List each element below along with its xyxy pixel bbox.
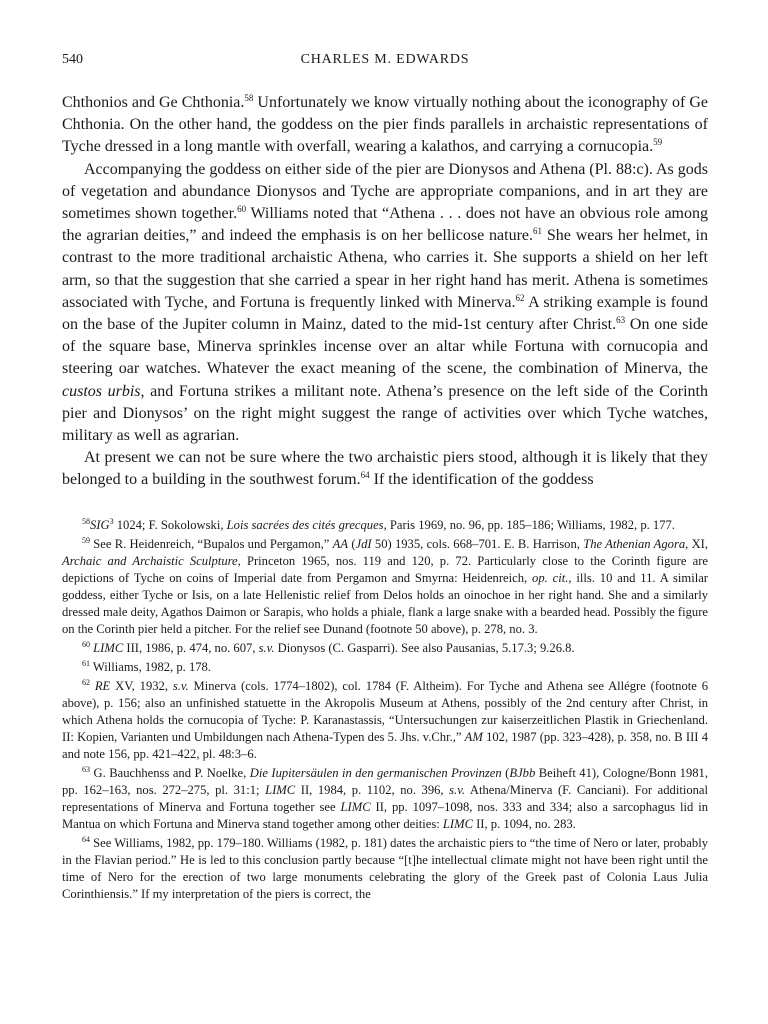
footnote-number: 59 (82, 535, 90, 545)
text-run: II, pp. 1097–1098, nos. 333 and 334; also a sarcophagus lid in Mantua on which Fortuna and Minerva stand together among other deities: (62, 799, 708, 831)
footnote-number: 62 (82, 677, 90, 687)
italic-term: BJbb (509, 765, 536, 780)
text-run: Accompanying the goddess on either side of the pier are Dionysos and Athena (Pl. 88:c). As gods of vegetation and abundance Dionysos and Tyche are appropriate companions, and in art they are sometimes shown together. (62, 160, 708, 223)
footnote-61 (62, 659, 708, 676)
text-run: , Princeton 1965, nos. 119 and 120, p. 72. Particularly close to the Corinth figure are depictions of Tyche on coins of Imperial date from Pergamon and Smyrna: Heidenreich, (62, 553, 708, 585)
text-run: Minerva (cols. 1774–1802), col. 1784 (F. Altheim). For Tyche and Athena see Allégre (footnote 6 above), p. 156; also an unfinished statuette in the Akropolis Museum at Athens, possibly of the 2nd century after Christ, in which Athena holds the cornucopia of Tyche: P. Karanastassis, “Untersuchungen zur kaiserzeitlichen Plastik in Griechenland. II: Kopien, Varianten und Umbildungen nach Athena-Typen des 5. Jhs. v.Chr.,” (62, 678, 708, 744)
italic-term: Lois sacrées des cités grecques (226, 517, 384, 532)
footnote-ref-58[interactable]: 58 (244, 93, 254, 103)
text-run: , Paris 1969, no. 96, pp. 185–186; Williams, 1982, p. 177. (383, 517, 675, 532)
text-run: See R. Heidenreich, “Bupalos und Pergamon,” (90, 536, 333, 551)
footnote-58 (62, 517, 708, 534)
footnote-60 (62, 640, 708, 657)
italic-term: AA (332, 536, 349, 551)
italic-term: SIG (90, 517, 110, 532)
italic-term: Die Iupitersäulen in den germanischen Provinzen (249, 765, 502, 780)
footnote-number: 61 (82, 658, 90, 668)
footnote-63 (62, 765, 708, 833)
text-run: Beiheft 41), Cologne/Bonn 1981, pp. 162–163, nos. 272–275, pl. 31:1; (62, 765, 709, 797)
italic-term: LIMC (340, 799, 371, 814)
body-text (62, 92, 708, 492)
text-run: Chthonios and Ge Chthonia. (62, 94, 245, 111)
page-header (62, 52, 708, 76)
footnotes (62, 517, 708, 903)
footnote-number: 63 (82, 764, 90, 774)
text-run: , ills. 10 and 11. A similar goddess, either Tyche or Isis, on a late Hellenistic relief from Delos holds an oinochoe in her right hand. She and a similarly dressed male deity, Agathos Daimon or Sarapis, who holds a phiale, flank a large snake with a bearded head. Possibly the figure on the Corinth pier held a pitcher. For the relief see Dunand (footnote 50 above), p. 278, no. 3. (62, 570, 708, 636)
italic-term: Archaic and Archaistic Sculpture (62, 553, 238, 568)
text-run: Unfortunately we know virtually nothing about the iconography of Ge Chthonia. On the other hand, the goddess on the pier finds parallels in archaistic representations of Tyche dressed in a long mantle with overfall, wearing a kalathos, and carrying a cornucopia. (62, 94, 708, 156)
footnote-number: 64 (82, 834, 90, 844)
footnote-59 (62, 536, 708, 638)
footnote-number: 60 (82, 639, 90, 649)
text-run: , and Fortuna strikes a militant note. Athena’s presence on the left side of the Corinth pier and Dionysos’ on the right might suggest the range of activities over which Tyche watches, military as well as agrarian. (62, 382, 708, 445)
text-run: A striking example is found on the base of the Jupiter column in Mainz, dated to the mid-1st century after Christ. (62, 293, 709, 334)
footnote-62 (62, 678, 708, 763)
text-run: III, 1986, p. 474, no. 607, (123, 640, 259, 655)
italic-term: s.v. (258, 640, 275, 655)
text-run: 1024; F. Sokolowski, (113, 517, 227, 532)
page (62, 52, 708, 905)
text-run: Williams noted that “Athena . . . does not have an obvious role among the agrarian deities,” and indeed the emphasis is on her bellicose nature. (62, 205, 708, 245)
italic-term: s.v. (449, 782, 466, 797)
italic-term: RE (94, 678, 111, 693)
paragraph-1 (62, 92, 708, 159)
text-run: 50) 1935, cols. 668–701. E. B. Harrison, (371, 536, 584, 551)
footnote-ref-63[interactable]: 63 (616, 315, 626, 326)
text-run: G. Bauchhenss and P. Noelke, (90, 765, 250, 780)
text-run: ( (501, 765, 510, 780)
italic-term: The Athenian Agora (583, 536, 686, 551)
paragraph-3 (62, 447, 708, 491)
footnote-number: 58 (82, 516, 90, 526)
paragraph-2 (62, 159, 708, 448)
text-run: , XI, (685, 536, 708, 551)
italic-term: op. cit. (532, 570, 569, 585)
italic-term: s.v. (172, 678, 189, 693)
italic-term: LIMC (442, 816, 473, 831)
footnote-ref-64[interactable]: 64 (360, 470, 370, 481)
footnote-ref-60[interactable]: 60 (237, 204, 247, 215)
italic-term: custos urbis (62, 382, 141, 400)
italic-term: LIMC (265, 782, 296, 797)
text-run: She wears her helmet, in contrast to the more traditional archaistic Athena, who carries it. She supports a shield on her left arm, so that the suggestion that she carried a spear in her right hand has merit. Athena is sometimes associated with Tyche, and Fortuna is frequently linked with Minerva. (62, 227, 708, 311)
page-number: 540 (62, 52, 83, 67)
text-run: II, p. 1094, no. 283. (472, 816, 576, 831)
running-head: CHARLES M. EDWARDS (300, 52, 470, 67)
superscript: 3 (109, 516, 114, 526)
text-run: At present we can not be sure where the two archaistic piers stood, although it is likely that they belonged to a building in the southwest forum. (62, 449, 708, 489)
text-run: On one side of the square base, Minerva sprinkles incense over an altar while Fortuna with cornucopia and steering oar watches. Whatever the exact meaning of the scene, the combination of Minerva, the (62, 316, 708, 378)
text-run: II, 1984, p. 1102, no. 396, (295, 782, 450, 797)
footnote-ref-59[interactable]: 59 (653, 137, 663, 148)
italic-term: AM (464, 729, 483, 744)
text-run: Athena/Minerva (F. Canciani). For additional representations of Minerva and Fortuna together see (62, 782, 708, 814)
footnote-ref-62[interactable]: 62 (515, 292, 525, 303)
text-run: Williams, 1982, p. 178. (90, 659, 211, 674)
text-run: See Williams, 1982, pp. 179–180. Williams (1982, p. 181) dates the archaistic piers to “the time of Nero or later, probably in the Flavian period.” He is led to this conclusion partly because “[t]he intellectual climate might not have been right until the time of Nero for the erection of two large monuments celebrating the glory of the Greek past of Colonia Laus Julia Corinthiensis.” If my interpretation of the piers is correct, the (62, 835, 708, 901)
footnote-64 (62, 835, 708, 903)
text-run: 102, 1987 (pp. 323–428), p. 358, no. B III 4 and note 156, pp. 421–422, pl. 48:3–6. (62, 729, 708, 761)
footnote-ref-61[interactable]: 61 (533, 226, 542, 237)
text-run: If the identification of the goddess (369, 471, 594, 489)
italic-term: LIMC (93, 640, 124, 655)
text-run: Dionysos (C. Gasparri). See also Pausanias, 5.17.3; 9.26.8. (274, 640, 575, 655)
text-run: XV, 1932, (110, 678, 173, 693)
italic-term: JdI (355, 536, 372, 551)
text-run: ( (348, 536, 356, 551)
